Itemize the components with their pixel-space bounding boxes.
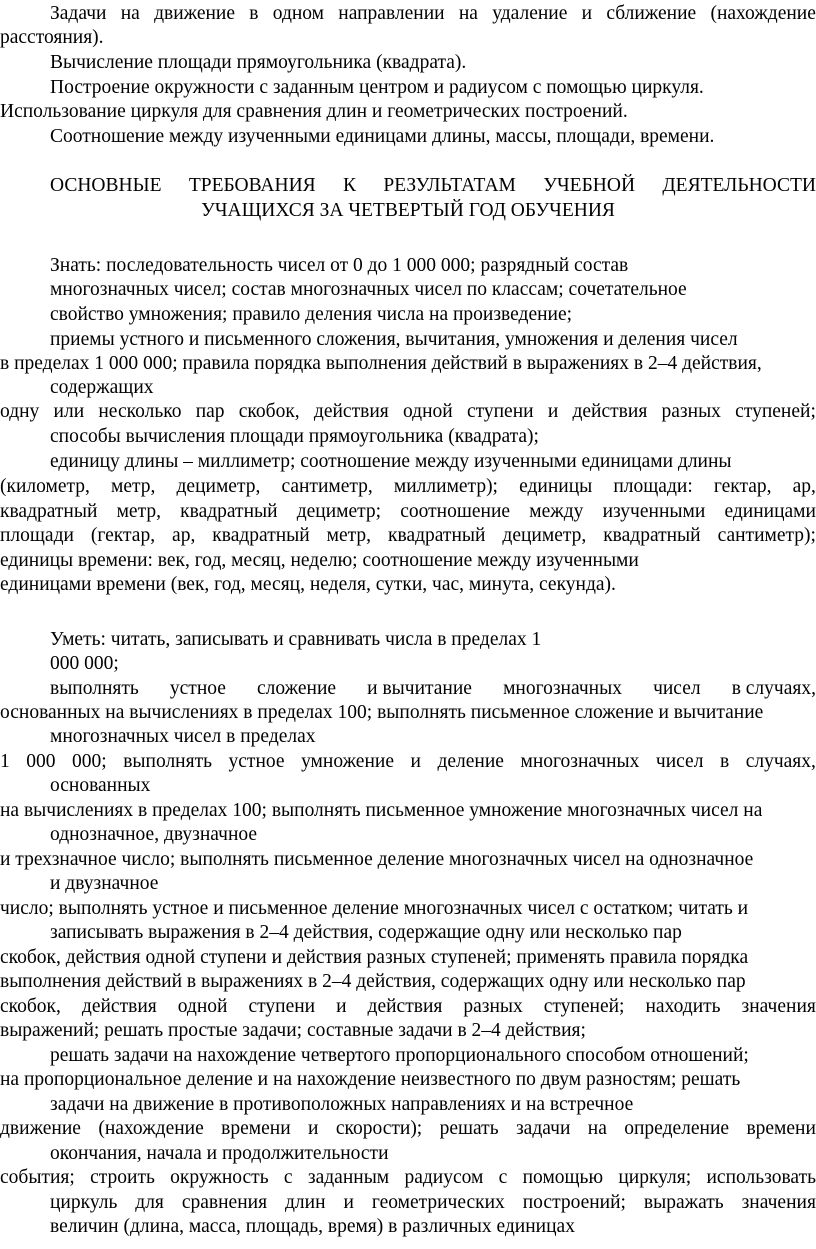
word: УЧЕБНОЙ <box>543 175 636 196</box>
word: действия <box>572 401 648 422</box>
word: задачи <box>515 1118 571 1139</box>
word: одном <box>272 3 325 24</box>
text-line <box>0 995 816 1019</box>
text-line: окончания, начала и продолжительности <box>50 1143 389 1164</box>
word: ДЕЯТЕЛЬНОСТИ <box>662 175 816 196</box>
text-line <box>50 1191 816 1215</box>
word: чисел <box>655 751 704 772</box>
word: устное <box>169 678 226 699</box>
text-line: Уметь: читать, записывать и сравнивать числа в пределах 1 <box>50 629 542 650</box>
text-line <box>0 475 816 499</box>
word: РЕЗУЛЬТАТАМ <box>383 175 516 196</box>
word: дециметр, <box>176 476 261 497</box>
word: движение <box>154 3 236 24</box>
word: направлении <box>338 3 445 24</box>
word: времени <box>746 1118 816 1139</box>
text-line: скобок, действия одной ступени и действия разных ступеней; применять правила порядка <box>0 947 749 968</box>
word: ар, <box>172 525 196 546</box>
word: сантиметр); <box>717 525 816 546</box>
word: несколько <box>98 401 182 422</box>
text-line: многозначных чисел; состав многозначных чисел по классам; сочетательное <box>50 279 687 300</box>
word: между <box>529 501 584 522</box>
word: использовать <box>706 1167 816 1188</box>
text-line: и трехзначное число; выполнять письменное деление многозначных чисел на однозначное <box>0 849 754 870</box>
text-line: приемы устного и письменного сложения, вычитания, умножения и деления чисел <box>50 329 738 350</box>
text-line: расстояния). <box>0 27 104 48</box>
word: 000; <box>72 751 107 772</box>
word: умножение <box>301 751 394 772</box>
text-line: Вычисление площади прямоугольника (квадрата). <box>50 52 467 73</box>
word: квадратный <box>388 525 486 546</box>
text-line: способы вычисления площади прямоугольника (квадрата); <box>50 426 539 447</box>
word: находить <box>645 996 721 1017</box>
word: выполнять <box>50 678 139 699</box>
text-line <box>50 677 816 701</box>
text-line: многозначных чисел в пределах <box>50 726 316 747</box>
text-line: решать задачи на нахождение четвертого пропорционального способом отношений; <box>50 1045 749 1066</box>
word: окружность <box>170 1167 269 1188</box>
word: с <box>498 1167 508 1188</box>
text-line: выражений; решать простые задачи; составные задачи в 2–4 действия; <box>0 1020 586 1041</box>
word: 1 <box>0 751 10 772</box>
word: (гектар, <box>90 525 156 546</box>
word: помощью <box>522 1167 604 1188</box>
text-line: Знать: последовательность чисел от 0 до 1 000 000; разрядный состав <box>50 255 629 276</box>
word: площади: <box>613 476 693 497</box>
word: единицами <box>724 501 816 522</box>
text-line: Построение окружности с заданным центром и радиусом с помощью циркуля. <box>50 77 704 98</box>
word: многозначных <box>503 678 622 699</box>
word: значения <box>741 1192 816 1213</box>
text-line: число; выполнять устное и письменное деление многозначных чисел с остатком; читать и <box>0 898 749 919</box>
word: движение <box>0 1118 81 1139</box>
word: на <box>458 3 478 24</box>
word: (километр, <box>0 476 90 497</box>
text-line: записывать выражения в 2–4 действия, содержащие одну или несколько пар <box>50 922 682 943</box>
text-line: однозначное, двузначное <box>50 824 258 845</box>
word: геометрических <box>371 1192 505 1213</box>
word: квадратный <box>0 501 98 522</box>
section-heading <box>50 174 816 198</box>
text-line <box>0 1117 816 1141</box>
word: действия <box>367 996 443 1017</box>
text-line: выполнения действий в выражениях в 2–4 действия, содержащих одну или несколько пар <box>0 971 746 992</box>
word: ступени <box>248 996 316 1017</box>
word: скобок, <box>238 401 300 422</box>
text-line: основанных на вычислениях в пределах 100; выполнять письменное сложение и вычитание <box>0 702 764 723</box>
word: и <box>336 996 347 1017</box>
word: разных <box>463 996 523 1017</box>
text-line: в пределах 1 000 000; правила порядка выполнения действий в выражениях в 2–4 действия, <box>0 353 762 374</box>
word: ступеней; <box>735 401 816 422</box>
word: пар <box>195 401 225 422</box>
word: квадратный <box>180 501 278 522</box>
word: гектар, <box>713 476 772 497</box>
word: сравнения <box>181 1192 268 1213</box>
text-line: Использование циркуля для сравнения длин и геометрических построений. <box>0 101 628 122</box>
word: радиусом <box>404 1167 484 1188</box>
word: и <box>410 751 421 772</box>
word: для <box>135 1192 164 1213</box>
word: (нахождение <box>710 3 816 24</box>
word: ОСНОВНЫЕ <box>50 175 162 196</box>
word: ар, <box>792 476 816 497</box>
word: и <box>308 1118 319 1139</box>
word: или <box>53 401 85 422</box>
text-line <box>0 1166 816 1190</box>
word: квадратный <box>212 525 310 546</box>
word: построений; <box>522 1192 626 1213</box>
word: и вычитание <box>367 678 472 699</box>
text-line: свойство умножения; правило деления числа на произведение; <box>50 304 573 325</box>
word: скобок, <box>0 996 61 1017</box>
section-heading: УЧАЩИХСЯ ЗА ЧЕТВЕРТЫЙ ГОД ОБУЧЕНИЯ <box>201 200 615 221</box>
word: ступени <box>466 401 534 422</box>
word: (нахождение <box>98 1118 204 1139</box>
word: случаях, <box>745 751 816 772</box>
text-line: единицами времени (век, год, месяц, неделя, сутки, час, минута, секунда). <box>0 574 616 595</box>
word: ТРЕБОВАНИЯ <box>188 175 316 196</box>
word: действия <box>81 996 157 1017</box>
text-line: на вычислениях в пределах 100; выполнять письменное умножение многозначных чисел на <box>0 800 763 821</box>
word: на <box>587 1118 607 1139</box>
word: сложение <box>257 678 337 699</box>
word: и <box>581 3 593 24</box>
word: 000 <box>26 751 56 772</box>
word: миллиметр); <box>393 476 498 497</box>
word: метр, <box>326 525 372 546</box>
word: разных <box>661 401 721 422</box>
word: Задачи <box>50 3 107 24</box>
word: устное <box>228 751 285 772</box>
word: многозначных <box>520 751 640 772</box>
text-line: величин (длина, масса, площадь, время) в различных единицах <box>50 1216 575 1237</box>
text-line: содержащих <box>50 377 154 398</box>
text-line: на пропорциональное деление и на нахождение неизвестного по двум разностям; решать <box>0 1069 741 1090</box>
word: циркуль <box>50 1192 118 1213</box>
word: удаление <box>492 3 568 24</box>
text-line: единицы времени: век, год, месяц, неделю; соотношение между изученными <box>0 550 639 571</box>
word: определение <box>624 1118 730 1139</box>
word: выражать <box>643 1192 724 1213</box>
text-line <box>50 2 816 26</box>
word: циркуля; <box>618 1167 692 1188</box>
word: строить <box>90 1167 155 1188</box>
word: и <box>547 401 559 422</box>
word: единицы <box>519 476 593 497</box>
word: времени <box>221 1118 291 1139</box>
word: значения <box>741 996 816 1017</box>
text-line <box>0 750 816 774</box>
word: в <box>249 3 259 24</box>
word: в <box>719 751 730 772</box>
text-line: задачи на движение в противоположных направлениях и на встречное <box>50 1094 634 1115</box>
text-line: Соотношение между изученными единицами длины, массы, площади, времени. <box>50 126 715 147</box>
word: с <box>283 1167 293 1188</box>
word: скорости); <box>335 1118 423 1139</box>
word: и <box>343 1192 354 1213</box>
text-line: единицу длины – миллиметр; соотношение между изученными единицами длины <box>50 451 732 472</box>
word: К <box>343 175 357 196</box>
word: деление <box>437 751 504 772</box>
word: одной <box>402 401 453 422</box>
text-line: 000 000; <box>50 653 119 674</box>
word: одной <box>177 996 228 1017</box>
word: метр, <box>111 476 156 497</box>
text-line <box>0 400 816 424</box>
word: изученными <box>602 501 706 522</box>
word: действия <box>313 401 389 422</box>
word: метр, <box>116 501 161 522</box>
word: соотношение <box>400 501 511 522</box>
word: события; <box>0 1167 75 1188</box>
word: выполнять <box>123 751 213 772</box>
word: дециметр; <box>296 501 382 522</box>
word: сближение <box>606 3 697 24</box>
word: чисел <box>653 678 701 699</box>
word: решать <box>439 1118 499 1139</box>
word: заданным <box>307 1167 390 1188</box>
word: квадратный <box>603 525 701 546</box>
word: площади <box>0 525 74 546</box>
word: на <box>120 3 140 24</box>
word: сантиметр, <box>281 476 373 497</box>
word: ступеней; <box>543 996 625 1017</box>
word: одну <box>0 401 40 422</box>
word: дециметр, <box>502 525 587 546</box>
word: длин <box>284 1192 326 1213</box>
text-line: и двузначное <box>50 873 159 894</box>
text-line <box>0 524 816 548</box>
text-line: основанных <box>50 775 151 796</box>
word: в случаях, <box>731 678 816 699</box>
text-line <box>0 500 816 524</box>
